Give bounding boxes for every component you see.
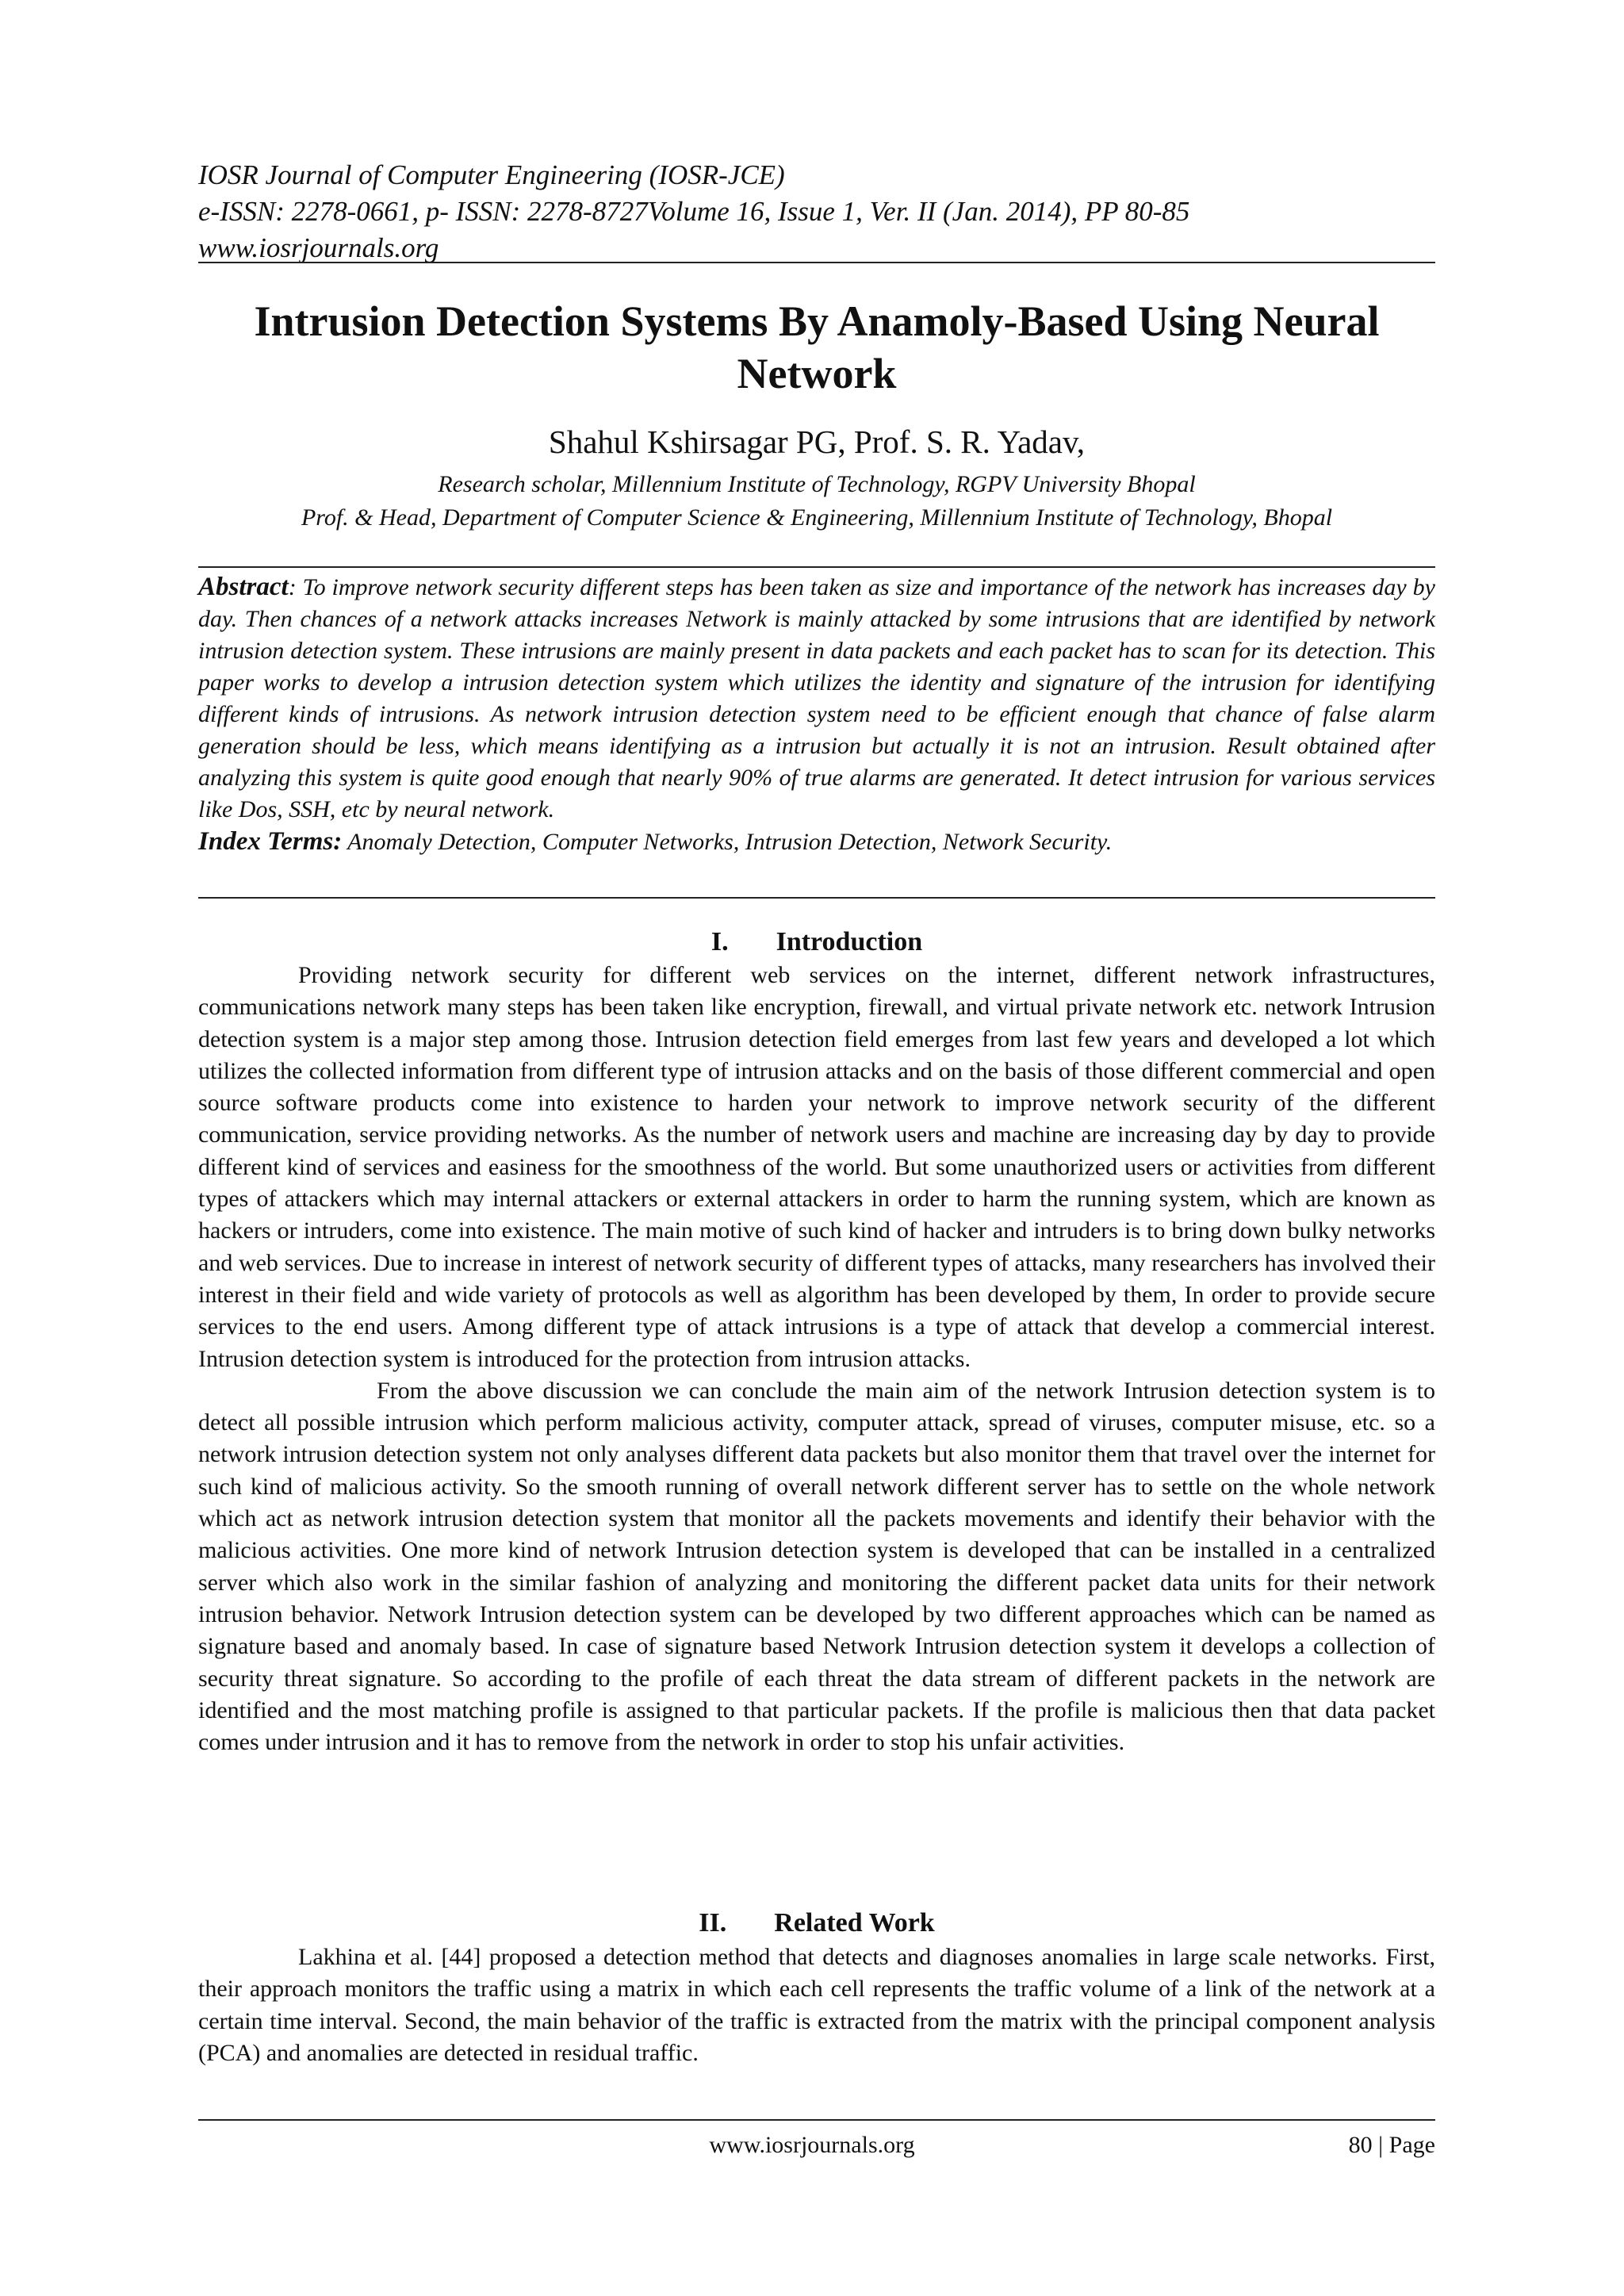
journal-issn: e-ISSN: 2278-0661, p- ISSN: 2278-8727Volume 16, Issue 1, Ver. II (Jan. 2014), PP 80-85 [198, 196, 1190, 227]
section-number: II. [699, 1908, 727, 1938]
paper-title-line-1: Intrusion Detection Systems By Anamoly-Based Using Neural [254, 297, 1380, 345]
intro-paragraph-1: Providing network security for different web services on the internet, different network infrastructures, communications network many steps has been taken like encryption, firewall, and virtual private network etc. network Intrusion detection system is a major step among those. Intrusion detection field emerges from last few years and developed a lot which utilizes the collected information from different type of intrusion attacks and on the basis of those different commercial and open source software products come into existence to harden your network to improve network security of the different communication, service providing networks. As the number of network users and machine are increasing day by day to provide different kind of services and easiness for the smoothness of the world. But some unauthorized users or activities from different types of attackers which may internal attackers or external attackers in order to harm the running system, which are known as hackers or intruders, come into existence. The main motive of such kind of hacker and intruders is to bring down bulky networks and web services. Due to increase in interest of network security of different types of attacks, many researchers has involved their interest in their field and wide variety of protocols as well as algorithm has been developed by them, In order to provide secure services to the end users. Among different type of attack intrusions is a type of attack that develop a commercial interest. Intrusion detection system is introduced for the protection from intrusion attacks. [198, 962, 1435, 1372]
introduction-body [198, 960, 1435, 1758]
journal-name: IOSR Journal of Computer Engineering (IOSR-JCE) [198, 159, 785, 190]
paper-authors: Shahul Kshirsagar PG, Prof. S. R. Yadav, [548, 424, 1086, 460]
abstract-label: Abstract [198, 573, 289, 601]
footer-rule [198, 2119, 1435, 2121]
related-work-body [198, 1941, 1435, 2069]
abstract-text: : To improve network security different steps has been taken as size and importance of the network has increases day by day. Then chances of a network attacks increases Network is mainly attacked by some intrusions that are identified by network intrusion detection system. These intrusions are mainly present in data packets and each packet has to scan for its detection. This paper works to develop a intrusion detection system which utilizes the identity and signature of the intrusion for identifying different kinds of intrusions. As network intrusion detection system need to be efficient enough that chance of false alarm generation should be less, which means identifying as a intrusion but actually it is not an intrusion. Result obtained after analyzing this system is quite good enough that nearly 90% of true alarms are generated. It detect intrusion for various services like Dos, SSH, etc by neural network. [198, 574, 1435, 822]
section-number: I. [710, 927, 729, 956]
footer-website: www.iosrjournals.org [709, 2132, 915, 2158]
paper-title-line-2: Network [737, 350, 897, 397]
abstract-paragraph [198, 571, 1435, 826]
section-title: Related Work [774, 1908, 935, 1938]
index-terms-text: Anomaly Detection, Computer Networks, Intrusion Detection, Network Security. [342, 829, 1113, 855]
index-terms-label: Index Terms: [198, 827, 343, 856]
index-terms [198, 826, 1435, 858]
paper-title [198, 295, 1435, 400]
intro-paragraph-2: From the above discussion we can conclude the main aim of the network Intrusion detection system is to detect all possible intrusion which perform malicious activity, computer attack, spread of viruses, computer misuse, etc. so a network intrusion detection system not only analyses different data packets but also monitor them that travel over the internet for such kind of malicious activity. So the smooth running of overall network different server has to settle on the whole network which act as network intrusion detection system that monitor all the packets movements and identify their behavior with the malicious activities. One more kind of network Intrusion detection system is developed that can be installed in a centralized server which also work in the similar fashion of analyzing and monitoring the different packet data units for their network intrusion behavior. Network Intrusion detection system can be developed by two different approaches which can be named as signature based and anomaly based. In case of signature based Network Intrusion detection system it develops a collection of security threat signature. So according to the profile of each threat the data stream of different packets in the network are identified and the most matching profile is assigned to that particular packets. If the profile is malicious then that data packet comes under intrusion and it has to remove from the network in order to stop his unfair activities. [198, 1377, 1435, 1756]
section-heading-related-work [198, 1906, 1435, 1941]
author-affiliations [198, 468, 1435, 535]
journal-header [198, 157, 1435, 266]
affiliation-2: Prof. & Head, Department of Computer Science & Engineering, Millennium Institute of Technology, Bhopal [301, 504, 1333, 531]
abstract-block [198, 571, 1435, 858]
affiliation-1: Research scholar, Millennium Institute of Technology, RGPV University Bhopal [438, 471, 1196, 497]
footer-page-number: 80 | Page [1348, 2132, 1435, 2158]
related-work-paragraph-1: Lakhina et al. [44] proposed a detection method that detects and diagnoses anomalies in large scale networks. First, their approach monitors the traffic using a matrix in which each cell represents the traffic volume of a link of the network at a certain time interval. Second, the main behavior of the traffic is extracted from the matrix with the principal component analysis (PCA) and anomalies are detected in residual traffic. [198, 1944, 1435, 2066]
header-rule [198, 262, 1435, 263]
abstract-bottom-rule [198, 897, 1435, 899]
section-heading-introduction [198, 925, 1435, 960]
abstract-top-rule [198, 566, 1435, 568]
section-title: Introduction [776, 927, 923, 956]
journal-website: www.iosrjournals.org [198, 232, 439, 263]
